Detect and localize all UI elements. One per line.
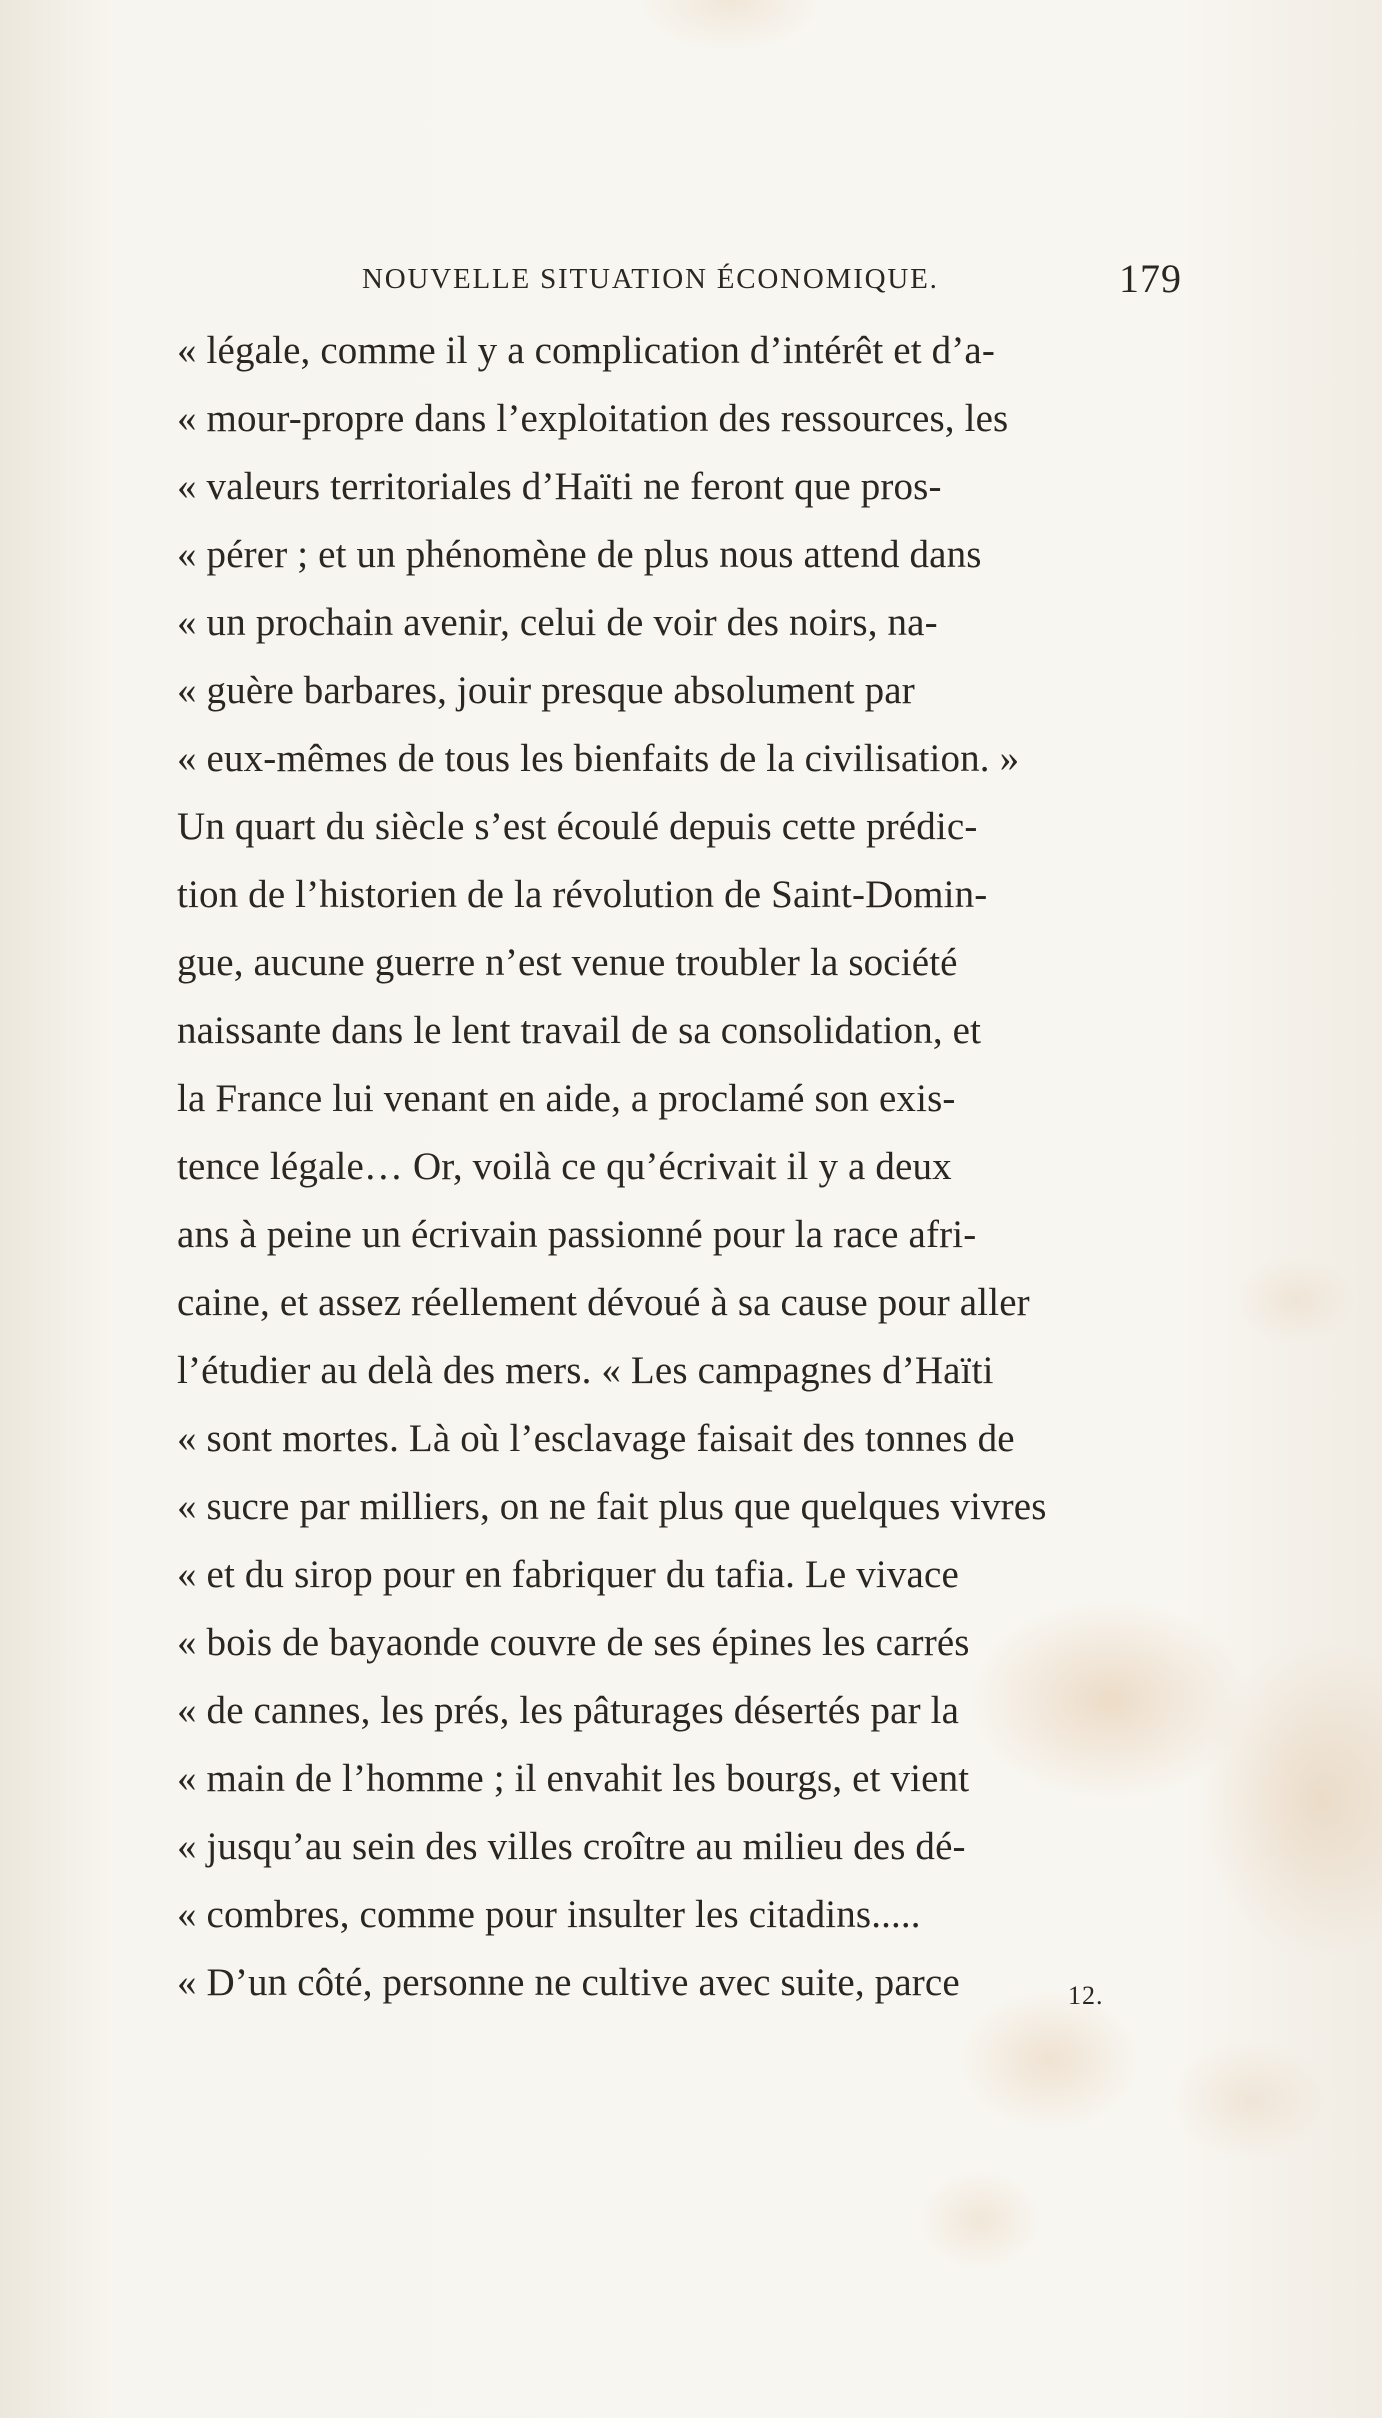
text-line: la France lui venant en aide, a proclamé son exis-	[177, 1077, 956, 1120]
text-line: ans à peine un écrivain passionné pour la race afri-	[177, 1213, 977, 1256]
text-line: « jusqu’au sein des villes croître au milieu des dé-	[177, 1825, 966, 1868]
text-line: naissante dans le lent travail de sa consolidation, et	[177, 1009, 982, 1052]
text-line: « mour-propre dans l’exploitation des ressources, les	[177, 397, 1009, 440]
text-line: tence légale… Or, voilà ce qu’écrivait il y a deux	[177, 1145, 952, 1188]
text-line: « et du sirop pour en fabriquer du tafia. Le vivace	[177, 1553, 959, 1596]
text-line: « sont mortes. Là où l’esclavage faisait des tonnes de	[177, 1417, 1015, 1460]
text-line: « eux-mêmes de tous les bienfaits de la civilisation. »	[177, 737, 1020, 780]
text-line: « sucre par milliers, on ne fait plus que quelques vivres	[177, 1485, 1047, 1528]
page-number: 179	[1119, 256, 1182, 301]
text-line: « un prochain avenir, celui de voir des noirs, na-	[177, 601, 938, 644]
text-line: « combres, comme pour insulter les citadins.....	[177, 1893, 921, 1936]
text-line: « de cannes, les prés, les pâturages désertés par la	[177, 1689, 960, 1732]
body-text	[177, 317, 1185, 2017]
text-line: « valeurs territoriales d’Haïti ne feront que pros-	[177, 465, 942, 508]
text-line: tion de l’historien de la révolution de Saint-Domin-	[177, 873, 988, 916]
text-line: « pérer ; et un phénomène de plus nous attend dans	[177, 533, 982, 576]
text-line: Un quart du siècle s’est écoulé depuis cette prédic-	[177, 805, 978, 848]
running-title: NOUVELLE SITUATION ÉCONOMIQUE.	[362, 263, 939, 295]
text-line: « guère barbares, jouir presque absolument par	[177, 669, 915, 712]
running-head	[362, 255, 1182, 301]
text-line: l’étudier au delà des mers. « Les campagnes d’Haïti	[177, 1349, 994, 1392]
text-line: caine, et assez réellement dévoué à sa cause pour aller	[177, 1281, 1030, 1324]
signature-mark: 12.	[1068, 1981, 1104, 2010]
text-line: « légale, comme il y a complication d’intérêt et d’a-	[177, 329, 995, 372]
text-line: « bois de bayaonde couvre de ses épines les carrés	[177, 1621, 970, 1664]
text-line: gue, aucune guerre n’est venue troubler la société	[177, 941, 958, 984]
text-line: « main de l’homme ; il envahit les bourgs, et vient	[177, 1757, 970, 1800]
text-line: « D’un côté, personne ne cultive avec suite, parce	[177, 1961, 960, 2004]
